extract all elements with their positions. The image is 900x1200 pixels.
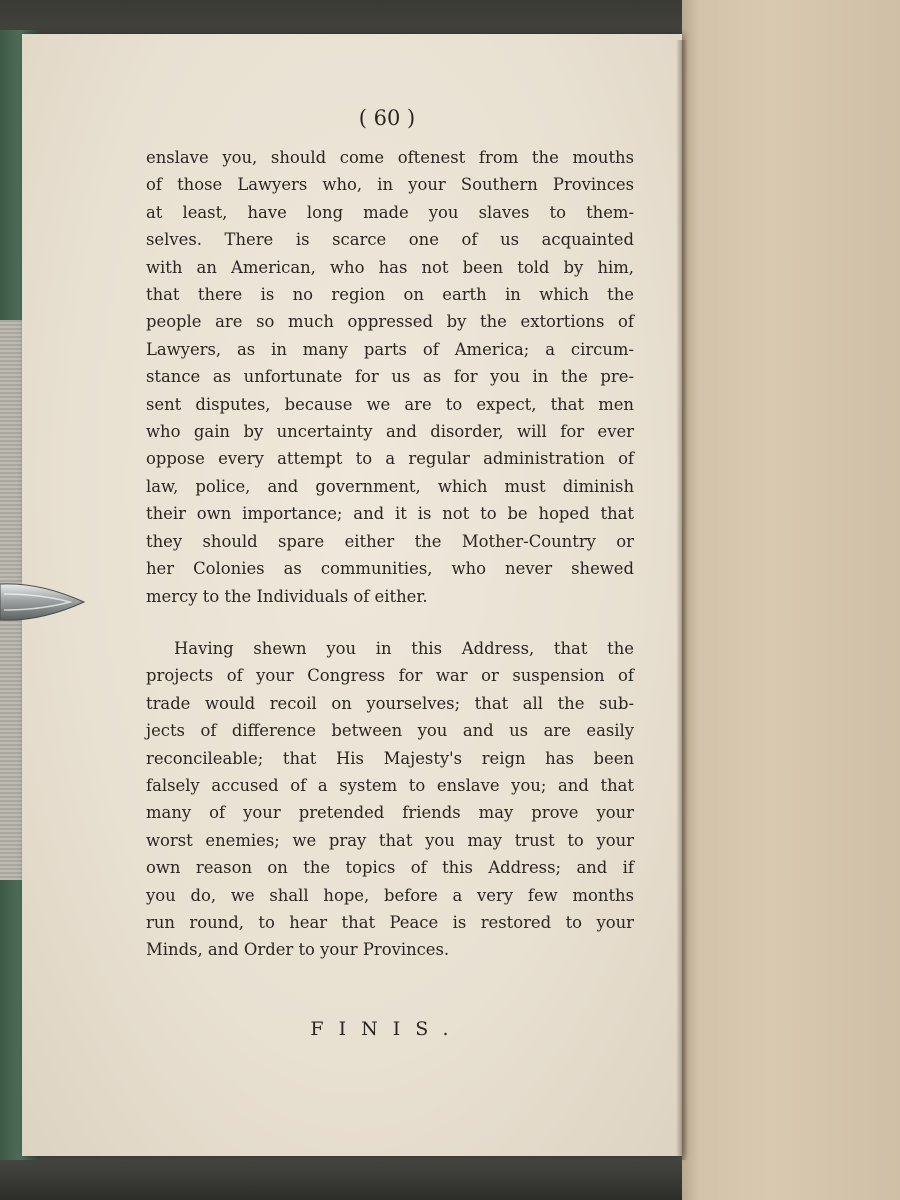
text-line: selves. There is scarce one of us acquainted [146,230,634,250]
text-line: own reason on the topics of this Address; and if [146,858,634,878]
text-line: projects of your Congress for war or suspension of [146,666,634,686]
text-line: Lawyers, as in many parts of America; a circum- [146,339,634,359]
paragraph-2 [146,635,634,964]
text-block [146,144,634,964]
text-line: many of your pretended friends may prove your [146,803,634,823]
page-number: ( 60 ) [358,106,416,130]
text-line: Having shewn you in this Address, that the [174,638,634,658]
facing-page [682,0,900,1200]
text-line: stance as unfortunate for us as for you in the pre- [146,367,634,387]
finis-text: FINIS. [310,1018,464,1040]
text-line: people are so much oppressed by the extortions of [146,312,634,332]
book-page [22,34,682,1156]
paragraph-1 [146,144,634,610]
text-line: their own importance; and it is not to be hoped that [146,504,634,524]
text-line: they should spare either the Mother-Country or [146,531,634,551]
text-line: her Colonies as communities, who never shewed [146,559,634,579]
text-line: reconcileable; that His Majesty's reign has been [146,748,634,768]
text-line: oppose every attempt to a regular administration of [146,449,634,469]
metal-page-clip [0,580,86,624]
text-line: run round, to hear that Peace is restored to your [146,912,634,932]
text-line: with an American, who has not been told by him, [146,257,634,277]
text-line: law, police, and government, which must diminish [146,476,634,496]
text-line: enslave you, should come oftenest from the mouths [146,148,634,167]
text-line: falsely accused of a system to enslave you; and that [146,775,634,795]
text-line: jects of difference between you and us are easily [146,721,634,741]
text-line: of those Lawyers who, in your Southern Provinces [146,175,634,195]
text-line: sent disputes, because we are to expect, that men [146,394,634,414]
text-line: trade would recoil on yourselves; that all the sub- [146,693,634,713]
text-line: worst enemies; we pray that you may trust to your [146,830,634,850]
text-line: mercy to the Individuals of either. [146,586,428,606]
text-line: who gain by uncertainty and disorder, will for ever [146,422,634,442]
text-line: that there is no region on earth in which the [146,285,634,305]
page-gutter-shadow [676,40,688,1160]
text-line: Minds, and Order to your Provinces. [146,940,450,960]
text-line: at least, have long made you slaves to them- [146,202,634,222]
text-line: you do, we shall hope, before a very few months [146,885,634,905]
